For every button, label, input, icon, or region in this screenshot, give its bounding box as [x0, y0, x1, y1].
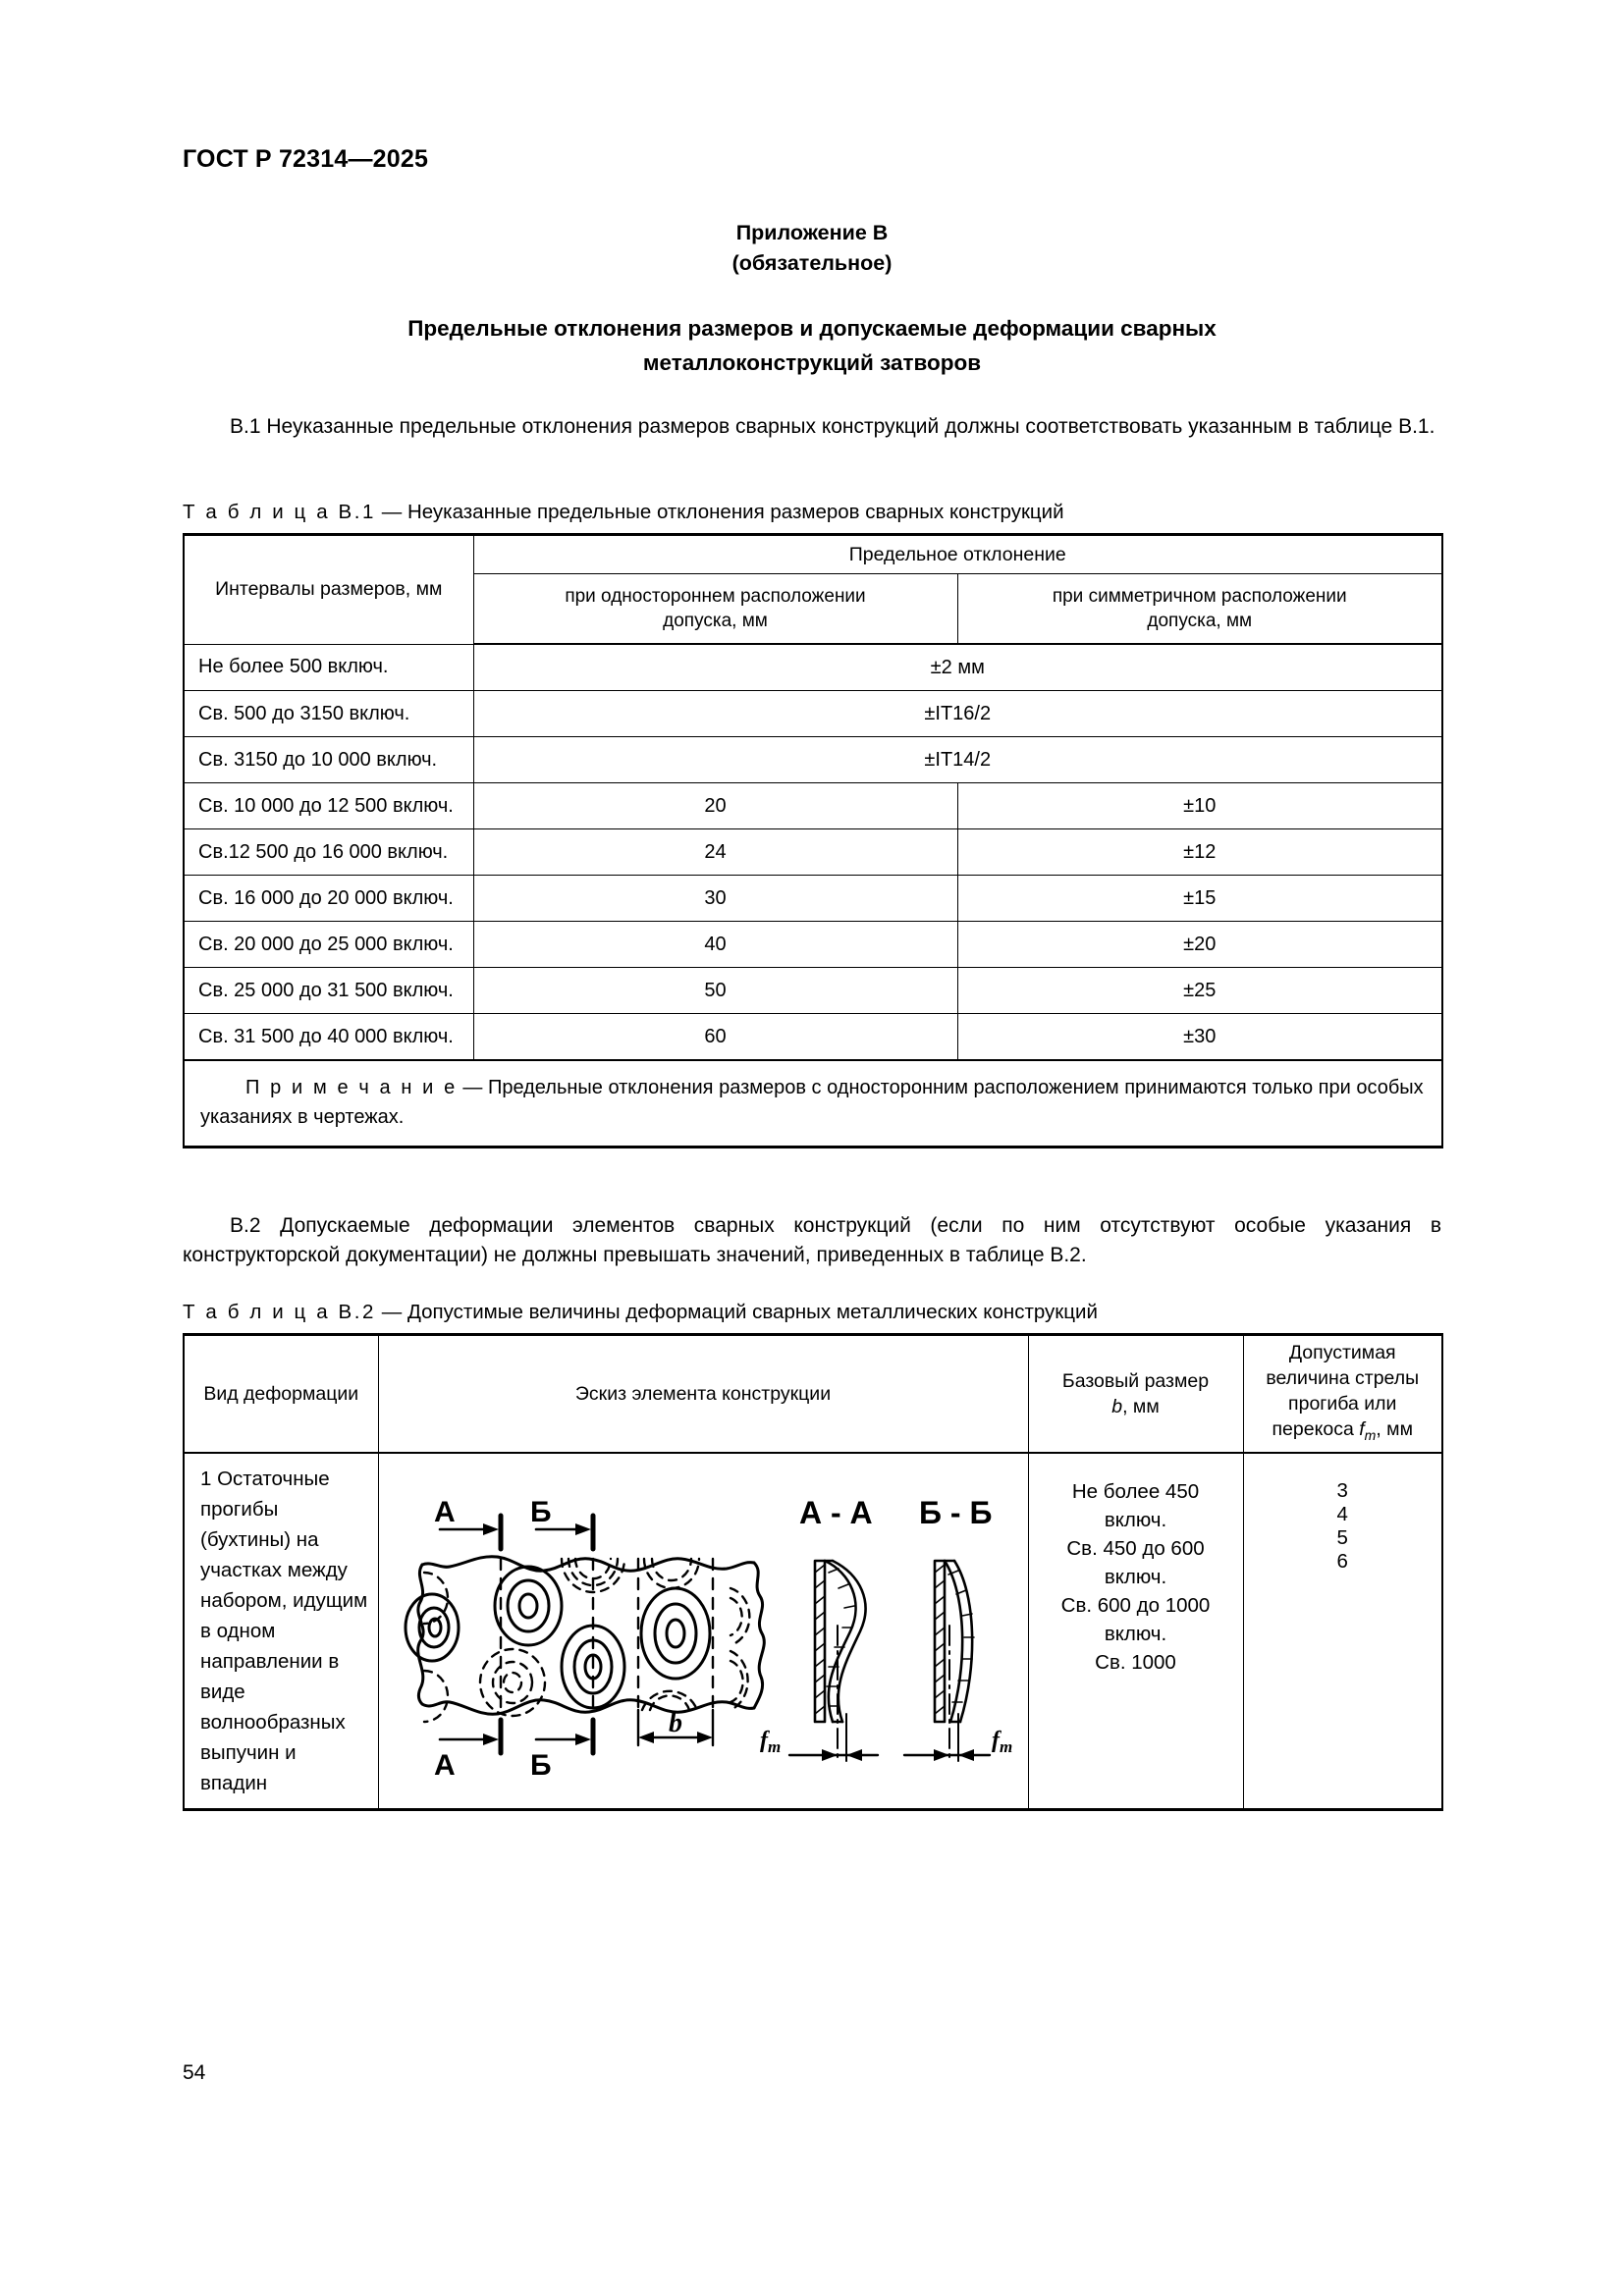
cell-interval: Св. 31 500 до 40 000 включ.	[184, 1014, 473, 1061]
cell-symmetric: ±20	[957, 922, 1442, 968]
th-intervals: Интервалы размеров, мм	[184, 535, 473, 645]
allowed-value-item: 4	[1336, 1503, 1348, 1525]
cell-interval: Св.12 500 до 16 000 включ.	[184, 829, 473, 876]
table-row	[184, 876, 1442, 922]
cell-symmetric: ±10	[957, 783, 1442, 829]
table-b2-caption	[183, 1299, 1098, 1326]
cell-interval: Св. 25 000 до 31 500 включ.	[184, 968, 473, 1014]
appendix-label: Приложение В	[735, 221, 889, 244]
table-b2-caption-label: Т а б л и ц а В.2	[183, 1301, 377, 1323]
table-row	[184, 783, 1442, 829]
cell-merged-deviation: ±IT16/2	[473, 691, 1442, 737]
allowed-value-stack	[1244, 1462, 1442, 1593]
standard-header: ГОСТ Р 72314—2025	[183, 145, 429, 173]
base-size-item: Св. 450 до 600 включ.	[1066, 1537, 1205, 1588]
table-row	[184, 829, 1442, 876]
th-sketch: Эскиз элемента конструкции	[378, 1335, 1028, 1454]
th-symmetric	[957, 574, 1442, 645]
sketch-label-a-bottom: А	[434, 1748, 456, 1782]
th-symmetric-line2: допуска, мм	[1147, 611, 1253, 631]
allowed-value-item: 5	[1336, 1526, 1348, 1549]
sketch-label-b-bottom: Б	[530, 1748, 552, 1782]
allowed-value-item: 6	[1336, 1550, 1348, 1573]
cell-one-sided: 50	[473, 968, 957, 1014]
note-text: — Предельные отклонения размеров с односторонним расположением принимаются только при особых указаниях в чертежах.	[200, 1077, 1424, 1128]
base-size-item: Св. 600 до 1000 включ.	[1060, 1594, 1211, 1645]
sketch-label-a-top: А	[434, 1495, 456, 1528]
table-b2	[183, 1333, 1443, 1811]
cell-one-sided: 24	[473, 829, 957, 876]
page-number: 54	[183, 2061, 206, 2084]
th-deformation-kind: Вид деформации	[184, 1335, 378, 1454]
cell-one-sided: 20	[473, 783, 957, 829]
th-base-size	[1028, 1335, 1243, 1454]
sketch-dim-fm-left: $f_m$	[760, 1727, 782, 1756]
appendix-title	[183, 311, 1441, 380]
cell-interval: Св. 20 000 до 25 000 включ.	[184, 922, 473, 968]
cell-one-sided: 40	[473, 922, 957, 968]
table-b2-header-row	[184, 1335, 1442, 1454]
th-one-sided-line2: допуска, мм	[663, 611, 768, 631]
cell-one-sided: 60	[473, 1014, 957, 1061]
table-row	[184, 1014, 1442, 1061]
cell-merged-deviation: ±IT14/2	[473, 737, 1442, 783]
sketch-view-a-a: А - А	[799, 1494, 873, 1530]
cell-symmetric: ±15	[957, 876, 1442, 922]
cell-merged-deviation: ±2 мм	[473, 644, 1442, 691]
paragraph-b2	[183, 1211, 1441, 1270]
th-allowed-line4: перекоса $f_m$, мм	[1272, 1418, 1413, 1443]
sketch-dim-b: b	[669, 1707, 682, 1738]
th-allowed-line1: Допустимая	[1288, 1342, 1396, 1364]
th-one-sided	[473, 574, 957, 645]
sketch-label-b-top: Б	[530, 1495, 552, 1528]
table-b1-caption	[183, 499, 1064, 526]
table-b1-note-row	[184, 1060, 1442, 1148]
cell-sketch	[378, 1453, 1028, 1810]
table-row	[184, 691, 1442, 737]
th-allowed-line3: прогиба или	[1288, 1393, 1397, 1415]
table-b2-caption-text: — Допустимые величины деформаций сварных металлических конструкций	[376, 1301, 1098, 1323]
table-b1-caption-text: — Неуказанные предельные отклонения размеров сварных конструкций	[376, 501, 1064, 523]
cell-interval: Св. 3150 до 10 000 включ.	[184, 737, 473, 783]
th-allowed-deflection	[1243, 1335, 1442, 1454]
cell-symmetric: ±12	[957, 829, 1442, 876]
th-allowed-line2: величина стрелы	[1266, 1367, 1420, 1390]
appendix-title-line2: металлоконструкций затворов	[642, 350, 982, 375]
note-label: П р и м е ч а н и е	[245, 1077, 458, 1098]
sketch-dim-fm-right: $f_m$	[992, 1727, 1013, 1756]
table-row	[184, 968, 1442, 1014]
paragraph-b1	[183, 412, 1441, 442]
th-base-size-line2: b, мм	[1111, 1396, 1160, 1417]
cell-one-sided: 30	[473, 876, 957, 922]
table-b1-header-row-1	[184, 535, 1442, 574]
table-b1	[183, 533, 1443, 1148]
cell-interval: Св. 10 000 до 12 500 включ.	[184, 783, 473, 829]
cell-interval: Св. 500 до 3150 включ.	[184, 691, 473, 737]
table-row	[184, 737, 1442, 783]
cell-deformation-kind: 1 Остаточные прогибы (бухтины) на участках между набором, идущим в одном направлении в виде волнообразных выпучин и впадин	[184, 1453, 378, 1810]
cell-interval: Не более 500 включ.	[184, 644, 473, 691]
paragraph-b1-text: В.1 Неуказанные предельные отклонения размеров сварных конструкций должны соответствовать указанным в таблице В.1.	[230, 415, 1435, 438]
th-base-size-line1: Базовый размер	[1061, 1370, 1210, 1392]
deformation-sketch	[389, 1478, 1017, 1785]
sketch-view-b-b: Б - Б	[919, 1494, 993, 1530]
appendix-status: (обязательное)	[731, 251, 893, 275]
th-limit-deviation: Предельное отклонение	[473, 535, 1442, 574]
appendix-title-line1: Предельные отклонения размеров и допускаемые деформации сварных	[407, 316, 1217, 341]
table-b1-note	[184, 1060, 1442, 1148]
allowed-value-item: 3	[1336, 1479, 1348, 1502]
base-size-stack	[1039, 1460, 1233, 1696]
table-b2-data-row	[184, 1453, 1442, 1810]
th-symmetric-line1: при симметричном расположении	[1052, 586, 1347, 607]
table-row	[184, 922, 1442, 968]
table-b1-caption-label: Т а б л и ц а В.1	[183, 501, 377, 523]
base-size-item: Не более 450 включ.	[1071, 1480, 1200, 1531]
paragraph-b2-text: В.2 Допускаемые деформации элементов сварных конструкций (если по ним отсутствуют особые указания в конструкторской документации) не должны превышать значений, приведенных в таблице В.2.	[183, 1214, 1441, 1266]
base-size-item: Св. 1000	[1095, 1651, 1176, 1674]
cell-allowed-values	[1243, 1453, 1442, 1810]
cell-symmetric: ±25	[957, 968, 1442, 1014]
cell-interval: Св. 16 000 до 20 000 включ.	[184, 876, 473, 922]
th-one-sided-line1: при одностороннем расположении	[565, 586, 866, 607]
table-row	[184, 644, 1442, 691]
cell-base-sizes	[1028, 1453, 1243, 1810]
cell-symmetric: ±30	[957, 1014, 1442, 1061]
appendix-heading-block	[183, 218, 1441, 279]
